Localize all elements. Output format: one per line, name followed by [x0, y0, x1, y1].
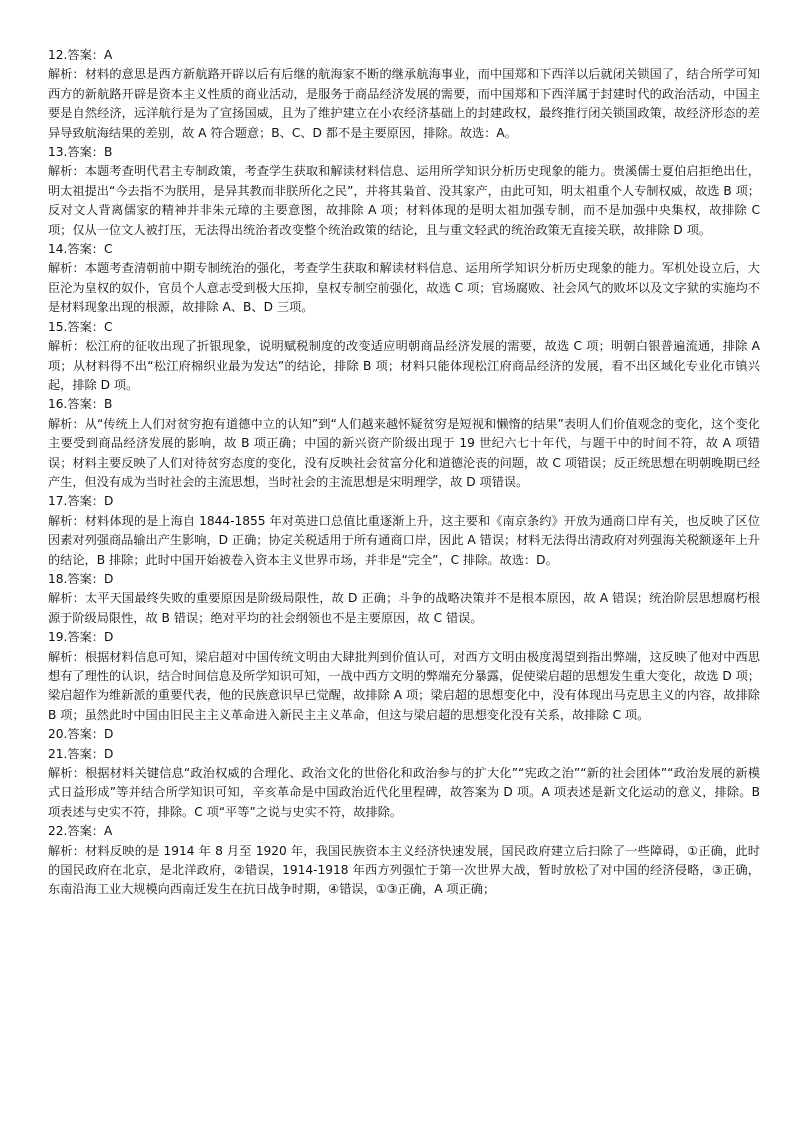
analysis-13: 解析：本题考查明代君主专制政策，考查学生获取和解读材料信息、运用所学知识分析历史现象的能力。贵溪儒士夏伯启拒绝出仕，明太祖提出“今去指不为朕用，是异其教而非朕所化之民”，并将其枭首、没其家产，由此可知，明太祖重个人专制权威，故选 B 项；反对文人背离儒家的精神并非朱元璋的主要意图，故排除 A 项；材料体现的是明太祖加强专制，而不是加强中央集权，故排除 C 项；仅从一位文人被打压，无法得出统治者改变整个统治政策的结论，且与重文轻武的统治政策无直接关联，故排除 D 项。 [48, 164, 760, 237]
analysis-12: 解析：材料的意思是西方新航路开辟以后有后继的航海家不断的继承航海事业，而中国郑和下西洋以后就闭关锁国了，结合所学可知西方的新航路开辟是资本主义性质的商业活动，是服务于商品经济发展的需要，而中国郑和下西洋属于封建时代的政治活动，中国主要是自然经济，远洋航行是为了宣扬国威，且为了维护建立在小农经济基础上的封建政权，最终推行闭关锁国政策，故经济形态的差异导致航海结果的差别，故 A 符合题意；B、C、D 都不是主要原因，排除。故选：A。 [48, 67, 760, 140]
analysis-18: 解析：太平天国最终失败的重要原因是阶级局限性，故 D 正确；斗争的战略决策并不是根本原因，故 A 错误；统治阶层思想腐朽根源于阶级局限性，故 B 错误；绝对平均的社会纲领也不是主要原因，故 C 错误。 [48, 591, 760, 625]
answer-16: 16.答案：B [48, 397, 113, 412]
answer-14: 14.答案：C [48, 242, 113, 257]
answer-key-page [48, 46, 760, 900]
answer-17: 17.答案：D [48, 494, 114, 509]
answer-21: 21.答案：D [48, 746, 114, 761]
analysis-19: 解析：根据材料信息可知，梁启超对中国传统文明由大肆批判到价值认可，对西方文明由极度渴望到指出弊端，这反映了他对中西思想有了理性的认识，结合时间信息及所学知识可知，一战中西方文明的弊端充分暴露，促使梁启超的思想发生重大变化，故选 D 项；梁启超作为维新派的重要代表，他的民族意识早已觉醒，故排除 A 项；梁启超的思想变化中，没有体现出马克思主义的内容，故排除 B 项；虽然此时中国由旧民主主义革命进入新民主主义革命，但这与梁启超的思想变化没有关系，故排除 C 项。 [48, 649, 760, 722]
answer-20: 20.答案：D [48, 727, 114, 742]
analysis-17: 解析：材料体现的是上海自 1844-1855 年对英进口总值比重逐渐上升，这主要和《南京条约》开放为通商口岸有关，也反映了区位因素对列强商品输出产生影响，D 正确；协定关税适用于所有通商口岸，因此 A 错误；材料无法得出清政府对列强海关税额逐年上升的结论，B 排除；此时中国开始被卷入资本主义世界市场，并非是“完全”，C 排除。故选：D。 [48, 513, 760, 567]
analysis-22: 解析：材料反映的是 1914 年 8 月至 1920 年，我国民族资本主义经济快速发展，国民政府建立后扫除了一些障碍，①正确，此时的国民政府在北京，是北洋政府，②错误，1914-1918 年西方列强忙于第一次世界大战，暂时放松了对中国的经济侵略，③正确，东南沿海工业大规模向西南迁发生在抗日战争时期，④错误，①③正确，A 项正确； [48, 843, 760, 897]
answer-12: 12.答案：A [48, 48, 113, 62]
analysis-14: 解析：本题考查清朝前中期专制统治的强化，考查学生获取和解读材料信息、运用所学知识分析历史现象的能力。军机处设立后，大臣沦为皇权的奴仆，官员个人意志受到极大压抑，皇权专制空前强化，故选 C 项；官场腐败、社会风气的败坏以及文字狱的实施均不是材料现象出现的根源，故排除 A、B、D 三项。 [48, 261, 760, 315]
answer-13: 13.答案：B [48, 145, 113, 160]
analysis-16: 解析：从“传统上人们对贫穷抱有道德中立的认知”到“人们越来越怀疑贫穷是短视和懒惰的结果”表明人们价值观念的变化，这个变化主要受到商品经济发展的影响，故 B 项正确；中国的新兴资产阶级出现于 19 世纪六七十年代，与题干中的时间不符，故 A 项错误；材料主要反映了人们对待贫穷态度的变化，没有反映社会贫富分化和道德沦丧的问题，故 C 项错误；反正统思想在明朝晚期已经产生，但没有成为当时社会的主流思想，当时社会的主流思想是宋明理学，故 D 项错误。 [48, 416, 760, 489]
answer-22: 22.答案：A [48, 824, 113, 839]
analysis-21: 解析：根据材料关键信息“政治权威的合理化、政治文化的世俗化和政治参与的扩大化”“宪政之治”“新的社会团体”“政治发展的新模式日益形成”等并结合所学知识可知，辛亥革命是中国政治近代化里程碑，故答案为 D 项。A 项表述是新文化运动的意义，排除。B 项表述与史实不符，排除。C 项“平等”之说与史实不符，故排除。 [48, 766, 760, 819]
analysis-15: 解析：松江府的征收出现了折银现象，说明赋税制度的改变适应明朝商品经济发展的需要，故选 C 项；明朝白银普遍流通，排除 A 项；从材料得不出“松江府棉织业最为发达”的结论，排除 B 项；材料只能体现松江府商品经济的发展，看不出区域化专业化市镇兴起，排除 D 项。 [48, 339, 760, 392]
answer-19: 19.答案：D [48, 630, 114, 645]
answer-15: 15.答案：C [48, 319, 113, 334]
answer-18: 18.答案：D [48, 571, 114, 586]
